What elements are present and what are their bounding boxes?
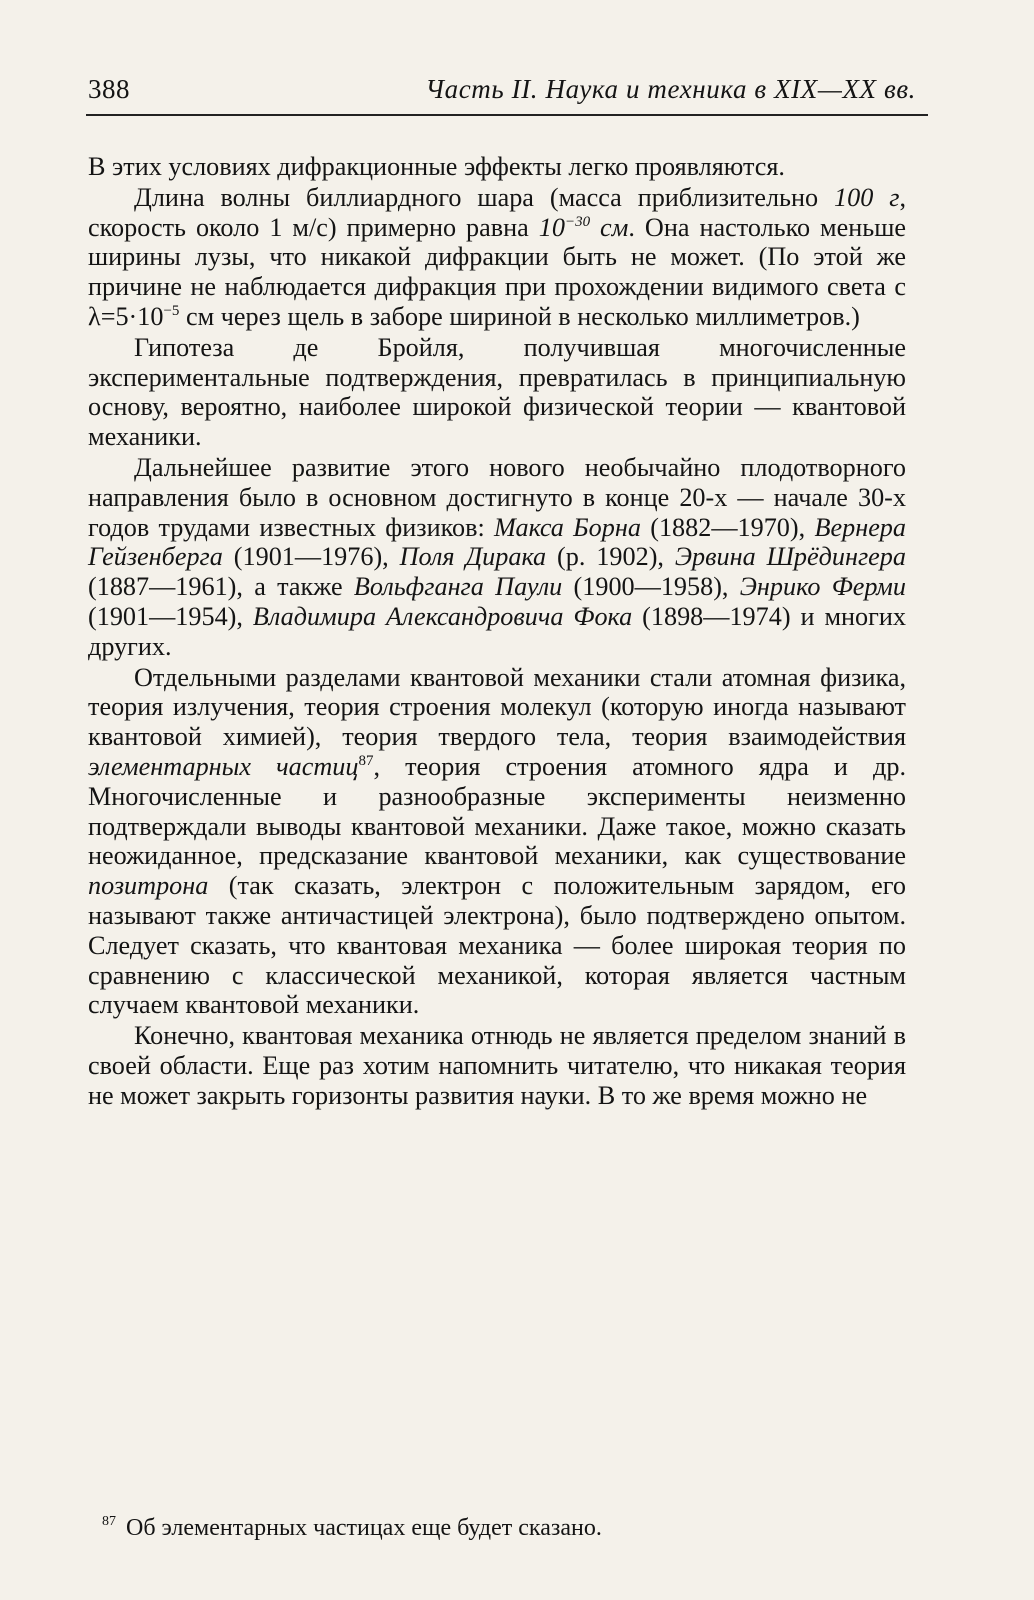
paragraph-2 <box>88 183 906 332</box>
p4-text-a: Дальнейшее развитие этого нового необычайно плодотворного направления было в основном достигнуто в конце 20-х — начале 30-х годов трудами известных физиков: <box>88 452 906 542</box>
p5-text-b: , теория строения атомного ядра и др. Многочисленные и разнообразные эксперименты неизменно подтверждали выводы квантовой механики. Даже такое, можно сказать неожиданное, предсказание квантовой механики, как существование <box>88 751 906 871</box>
ball-mass: 100 г <box>834 182 900 212</box>
wavelength-exponent: −30 <box>564 213 591 230</box>
name-schrodinger: Эрвина Шрёдингера <box>674 542 906 572</box>
pauli-years: (1900—1958), <box>562 572 740 602</box>
p5-text-c: (так сказать, электрон с положительным зарядом, его называют также античастицей электрона), было подтверждено опытом. Следует сказать, что квантовая механика — более широкая теория по сравнению с классической механикой, которая является частным случаем квантовой механики. <box>88 871 906 1020</box>
wavelength-unit: см <box>590 212 629 242</box>
page-number: 388 <box>88 74 130 104</box>
footnote-text: Об элементарных частицах еще будет сказано. <box>126 1515 602 1541</box>
name-fock: Владимира Александровича Фока <box>252 601 633 631</box>
paragraph-1: В этих условиях дифракционные эффекты легко проявляются. <box>88 152 785 181</box>
schrodinger-years: (1887—1961), а также <box>88 572 354 602</box>
born-years: (1882—1970), <box>640 512 815 542</box>
p2-text-c: . Она настолько меньше ширины лузы, что никакой дифракции быть не может. (По этой же причине не наблюдается дифракция при прохождении видимого света с λ=5·10 <box>88 212 906 331</box>
footnote-reference: 87 <box>358 752 374 769</box>
footnote-number: 87 <box>102 1514 116 1529</box>
term-elementary-particles: элементарных частиц <box>88 751 359 781</box>
name-fermi: Энрико Ферми <box>739 572 906 602</box>
dirac-years: (р. 1902), <box>546 542 675 572</box>
body-text <box>88 152 906 1111</box>
p2-text-d: см через щель в заборе шириной в несколько миллиметров.) <box>179 301 860 331</box>
heisenberg-years: (1901—1976), <box>222 542 400 572</box>
running-head <box>88 74 924 114</box>
footnote <box>102 1513 902 1543</box>
name-pauli: Вольфганга Паули <box>353 572 563 602</box>
name-born: Макса Борна <box>494 512 641 542</box>
fock-years: (1898—1974) и многих других. <box>88 601 906 661</box>
paragraph-6: Конечно, квантовая механика отнюдь не является пределом знаний в своей области. Еще раз хотим напомнить читателю, что никакая теория не может закрыть горизонты развития науки. В то же время можно не <box>88 1021 906 1110</box>
term-positron: позитрона <box>88 871 209 901</box>
wavelength-base: 10 <box>538 212 565 242</box>
p2-text-a: Длина волны биллиардного шара (масса приблизительно <box>134 182 835 212</box>
header-rule <box>86 114 928 116</box>
p5-text-a: Отдельными разделами квантовой механики стали атомная физика, теория излучения, теория строения молекул (которую иногда называют квантовой химией), теория твердого тела, теория взаимодействия <box>88 662 906 752</box>
wavelength-value <box>539 213 629 242</box>
paragraph-4 <box>88 453 906 662</box>
lambda-exponent: −5 <box>163 302 180 319</box>
p2-text-b: , скорость около 1 м/с) примерно равна <box>88 182 906 242</box>
fermi-years: (1901—1954), <box>88 601 253 631</box>
running-head-title: Часть II. Наука и техника в XIX—XX вв. <box>425 74 916 104</box>
name-heisenberg: Вернера Гейзенберга <box>88 512 906 572</box>
paragraph-3: Гипотеза де Бройля, получившая многочисленные экспериментальные подтверждения, превратилась в принципиальную основу, вероятно, наиболее широкой физической теории — квантовой механики. <box>88 332 906 452</box>
name-dirac: Поля Дирака <box>399 542 547 572</box>
paragraph-5 <box>88 663 906 1021</box>
